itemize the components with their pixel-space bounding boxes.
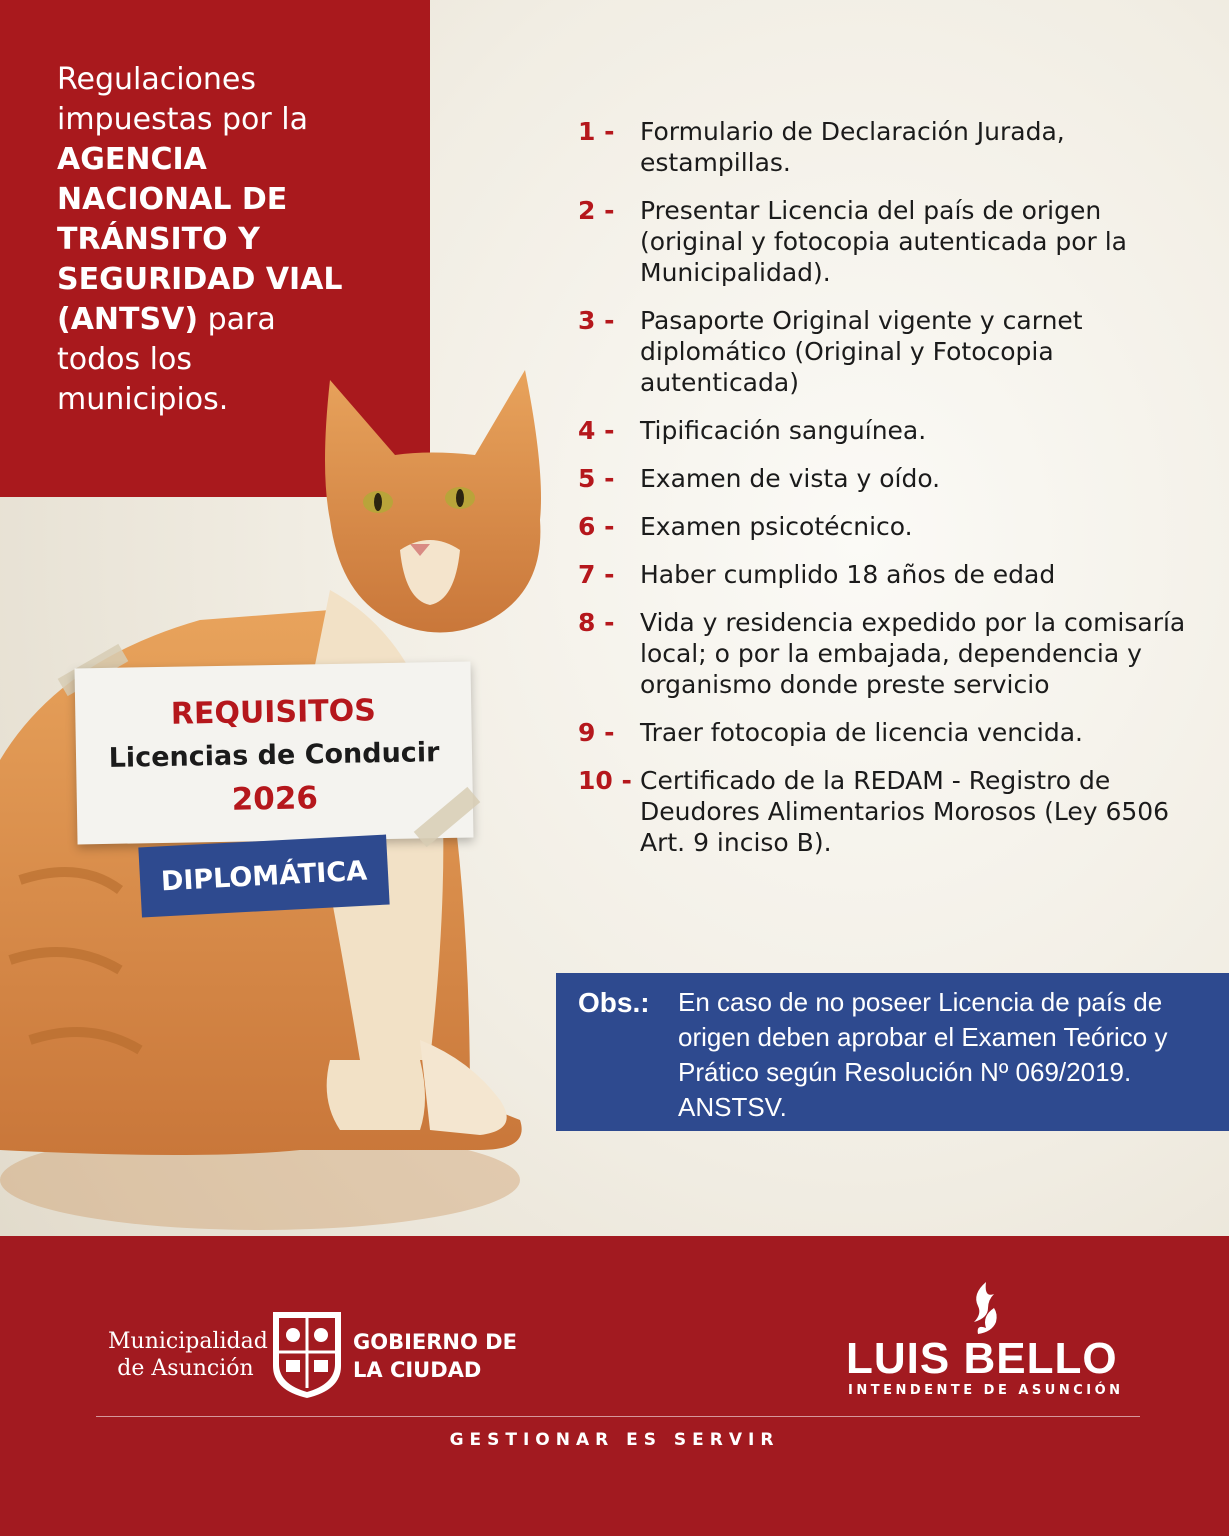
- intro-line: impuestas por la: [57, 102, 309, 137]
- agency-acronym: (ANTSV): [57, 302, 199, 337]
- list-item: [560, 116, 1210, 178]
- coat-of-arms-icon: [269, 1308, 345, 1400]
- list-item: [560, 305, 1210, 398]
- list-item: [560, 195, 1210, 288]
- footer-divider: [96, 1416, 1140, 1417]
- list-item: [560, 765, 1210, 858]
- sign-year: 2026: [231, 780, 319, 818]
- sign-title: REQUISITOS: [170, 693, 377, 732]
- item-number: 1 -: [578, 117, 615, 146]
- intro-line: todos los: [57, 342, 192, 377]
- list-item: [560, 511, 1210, 542]
- requirements-sign: [74, 662, 473, 845]
- gob-line: GOBIERNO DE: [353, 1330, 517, 1354]
- item-number: 7 -: [578, 560, 615, 589]
- item-text: Certificado de la REDAM - Registro de Deudores Alimentarios Morosos (Ley 6506 Art. 9 inciso B).: [640, 766, 1170, 857]
- list-item: [560, 607, 1210, 700]
- item-number: 4 -: [578, 416, 615, 445]
- item-number: 2 -: [578, 196, 615, 225]
- city-government-label: [353, 1328, 543, 1384]
- item-text: Presentar Licencia del país de origen (original y fotocopia autenticada por la Municipalidad).: [640, 196, 1127, 287]
- footer: [0, 1236, 1229, 1536]
- diplomatica-badge: DIPLOMÁTICA: [138, 835, 389, 918]
- intro-line: para: [198, 302, 276, 337]
- item-number: 8 -: [578, 608, 615, 637]
- agency-name: TRÁNSITO Y: [57, 222, 260, 257]
- item-text: Vida y residencia expedido por la comisaría local; o por la embajada, dependencia y organismo donde preste servicio: [640, 608, 1186, 699]
- obs-label: Obs.:: [578, 987, 650, 1018]
- mayor-name: LUIS BELLO: [846, 1334, 1118, 1383]
- item-text: Tipificación sanguínea.: [640, 416, 927, 445]
- item-text: Examen de vista y oído.: [640, 464, 941, 493]
- municipality-name: [108, 1328, 268, 1382]
- item-text: Formulario de Declaración Jurada, estampillas.: [640, 117, 1065, 177]
- intro-line: Regulaciones: [57, 62, 257, 97]
- agency-name: SEGURIDAD VIAL: [57, 262, 343, 297]
- flame-icon: [964, 1280, 1004, 1340]
- agency-name: AGENCIA: [57, 142, 207, 177]
- item-text: Examen psicotécnico.: [640, 512, 913, 541]
- requirements-list: [560, 116, 1210, 875]
- muni-line: Municipalidad: [108, 1329, 268, 1354]
- slogan: GESTIONAR ES SERVIR: [449, 1430, 780, 1450]
- list-item: [560, 717, 1210, 748]
- item-number: 5 -: [578, 464, 615, 493]
- obs-text: En caso de no poseer Licencia de país de origen deben aprobar el Examen Teórico y Prático según Resolución Nº 069/2019. ANSTSV.: [678, 987, 1168, 1122]
- list-item: [560, 463, 1210, 494]
- list-item: [560, 559, 1210, 590]
- agency-name: NACIONAL DE: [57, 182, 288, 217]
- list-item: [560, 415, 1210, 446]
- observation-box: [556, 973, 1229, 1131]
- item-text: Pasaporte Original vigente y carnet diplomático (Original y Fotocopia autenticada): [640, 306, 1083, 397]
- mayor-title: INTENDENTE DE ASUNCIÓN: [848, 1383, 1124, 1398]
- item-text: Haber cumplido 18 años de edad: [640, 560, 1056, 589]
- item-text: Traer fotocopia de licencia vencida.: [640, 718, 1083, 747]
- item-number: 6 -: [578, 512, 615, 541]
- item-number: 3 -: [578, 306, 615, 335]
- item-number: 9 -: [578, 718, 615, 747]
- sign-subtitle: Licencias de Conducir: [108, 737, 440, 774]
- muni-line: de Asunción: [117, 1356, 254, 1381]
- item-number: 10 -: [578, 766, 632, 795]
- intro-line: municipios.: [57, 382, 229, 417]
- gob-line: LA CIUDAD: [353, 1358, 482, 1382]
